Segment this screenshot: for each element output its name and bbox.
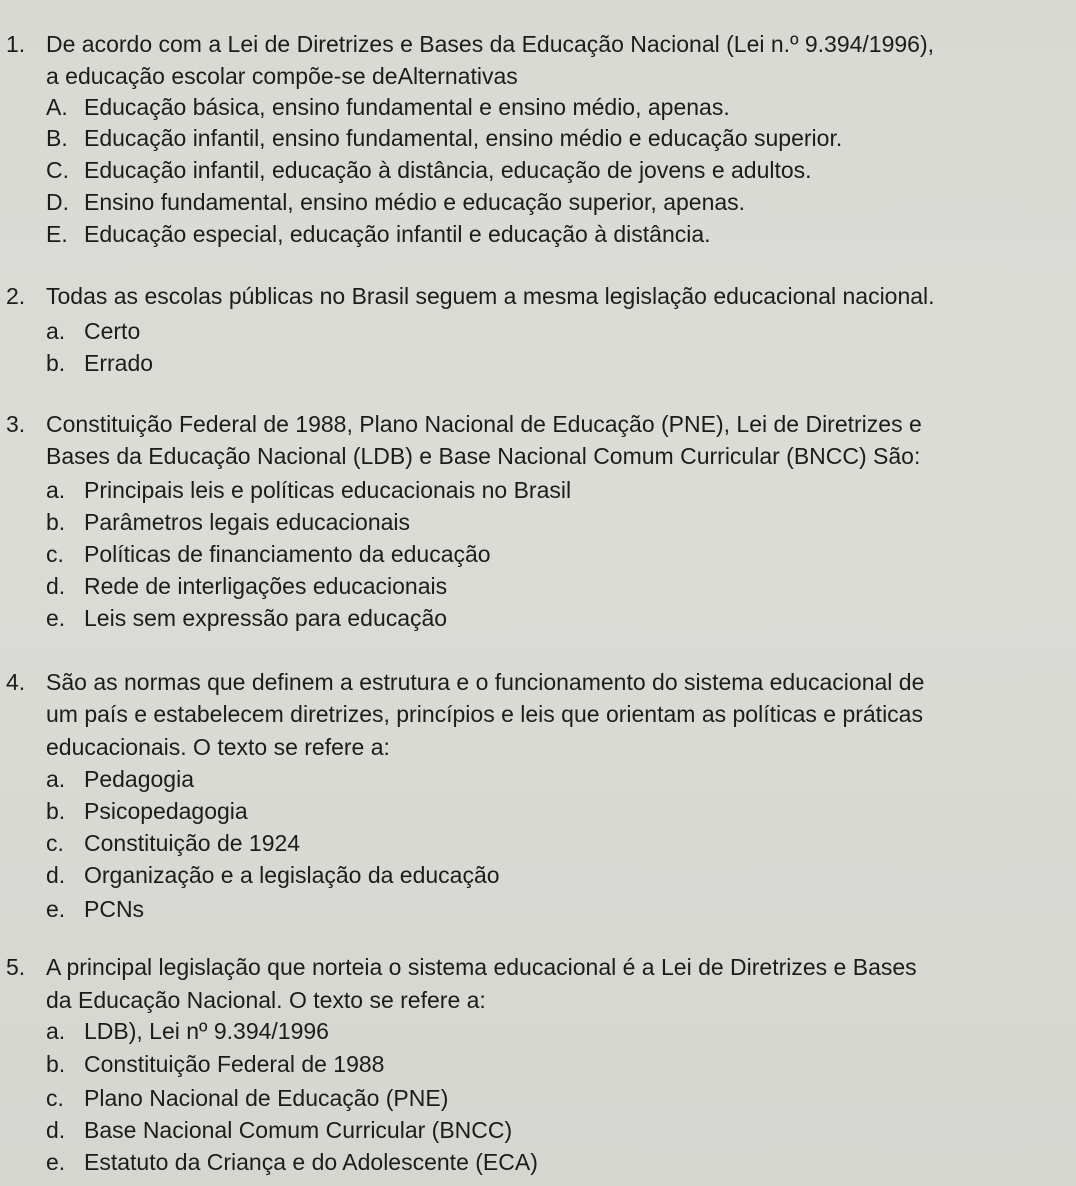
option-letter: C. xyxy=(46,157,69,183)
option-letter: c. xyxy=(46,541,64,567)
option-letter: c. xyxy=(46,1085,64,1111)
answer-option xyxy=(46,765,194,793)
answer-option xyxy=(46,829,300,857)
option-letter: b. xyxy=(46,509,66,535)
answer-option xyxy=(46,861,500,889)
question-text-line: Constituição Federal de 1988, Plano Nacional de Educação (PNE), Lei de Diretrizes e xyxy=(46,411,922,437)
question-number: 2. xyxy=(6,283,26,309)
question-text-line: educacionais. O texto se refere a: xyxy=(46,734,390,760)
answer-option xyxy=(46,1084,448,1112)
option-letter: b. xyxy=(46,1051,66,1077)
answer-option xyxy=(46,572,447,600)
question-number: 5. xyxy=(6,954,26,980)
option-text: Constituição de 1924 xyxy=(84,830,301,856)
option-letter: d. xyxy=(46,573,66,599)
option-text: Rede de interligações educacionais xyxy=(84,573,448,599)
question-number: 3. xyxy=(6,411,26,437)
option-text: Base Nacional Comum Curricular (BNCC) xyxy=(84,1117,513,1143)
option-text: Ensino fundamental, ensino médio e educação superior, apenas. xyxy=(84,189,746,215)
question-text-line: Bases da Educação Nacional (LDB) e Base Nacional Comum Curricular (BNCC) São: xyxy=(46,443,921,469)
option-letter: a. xyxy=(46,766,66,792)
answer-option xyxy=(46,476,571,504)
option-text: Plano Nacional de Educação (PNE) xyxy=(84,1085,449,1111)
question-text-line: São as normas que definem a estrutura e o funcionamento do sistema educacional de xyxy=(46,669,925,695)
answer-option xyxy=(46,93,730,121)
question-number: 1. xyxy=(6,31,26,57)
option-letter: c. xyxy=(46,830,64,856)
option-letter: e. xyxy=(46,896,66,922)
option-text: Educação básica, ensino fundamental e ensino médio, apenas. xyxy=(84,94,730,120)
option-text: Certo xyxy=(84,318,141,344)
option-text: PCNs xyxy=(84,896,145,922)
answer-option xyxy=(46,188,745,216)
question-text-line: um país e estabelecem diretrizes, princípios e leis que orientam as políticas e práticas xyxy=(46,701,923,727)
option-text: Organização e a legislação da educação xyxy=(84,862,500,888)
question-text-line: De acordo com a Lei de Diretrizes e Bases da Educação Nacional (Lei n.º 9.394/1996), xyxy=(46,31,935,57)
option-letter: e. xyxy=(46,605,66,631)
answer-option xyxy=(46,540,491,568)
option-letter: e. xyxy=(46,1149,66,1175)
option-text: Leis sem expressão para educação xyxy=(84,605,448,631)
option-text: Psicopedagogia xyxy=(84,798,248,824)
answer-option xyxy=(46,604,447,632)
option-letter: E. xyxy=(46,221,68,247)
option-letter: b. xyxy=(46,350,66,376)
option-text: Errado xyxy=(84,350,154,376)
option-text: Principais leis e políticas educacionais no Brasil xyxy=(84,477,572,503)
answer-option xyxy=(46,349,153,377)
option-letter: a. xyxy=(46,1018,66,1044)
option-text: Políticas de financiamento da educação xyxy=(84,541,491,567)
option-text: Parâmetros legais educacionais xyxy=(84,509,411,535)
question-text-line: da Educação Nacional. O texto se refere a: xyxy=(46,987,486,1013)
question-text-line: Todas as escolas públicas no Brasil seguem a mesma legislação educacional nacional. xyxy=(46,283,935,309)
answer-option xyxy=(46,1148,538,1176)
option-text: Pedagogia xyxy=(84,766,194,792)
answer-option xyxy=(46,124,842,152)
answer-option xyxy=(46,220,711,248)
answer-option xyxy=(46,1017,329,1045)
option-text: Educação infantil, ensino fundamental, ensino médio e educação superior. xyxy=(84,125,843,151)
answer-option xyxy=(46,1050,384,1078)
option-letter: D. xyxy=(46,189,69,215)
option-text: Educação infantil, educação à distância, educação de jovens e adultos. xyxy=(84,157,812,183)
option-text: Estatuto da Criança e do Adolescente (ECA) xyxy=(84,1149,538,1175)
question-number: 4. xyxy=(6,669,26,695)
question-text-line: A principal legislação que norteia o sistema educacional é a Lei de Diretrizes e Bases xyxy=(46,954,917,980)
option-text: Constituição Federal de 1988 xyxy=(84,1051,385,1077)
answer-option xyxy=(46,508,410,536)
answer-option xyxy=(46,156,812,184)
answer-option xyxy=(46,1116,512,1144)
answer-option xyxy=(46,797,248,825)
option-letter: a. xyxy=(46,477,66,503)
answer-option xyxy=(46,895,144,923)
option-letter: d. xyxy=(46,862,66,888)
option-letter: B. xyxy=(46,125,68,151)
option-letter: A. xyxy=(46,94,68,120)
option-letter: d. xyxy=(46,1117,66,1143)
option-text: Educação especial, educação infantil e educação à distância. xyxy=(84,221,711,247)
answer-option xyxy=(46,317,140,345)
option-letter: b. xyxy=(46,798,66,824)
question-text-line: a educação escolar compõe-se deAlternativas xyxy=(46,63,518,89)
option-text: LDB), Lei nº 9.394/1996 xyxy=(84,1018,329,1044)
option-letter: a. xyxy=(46,318,66,344)
